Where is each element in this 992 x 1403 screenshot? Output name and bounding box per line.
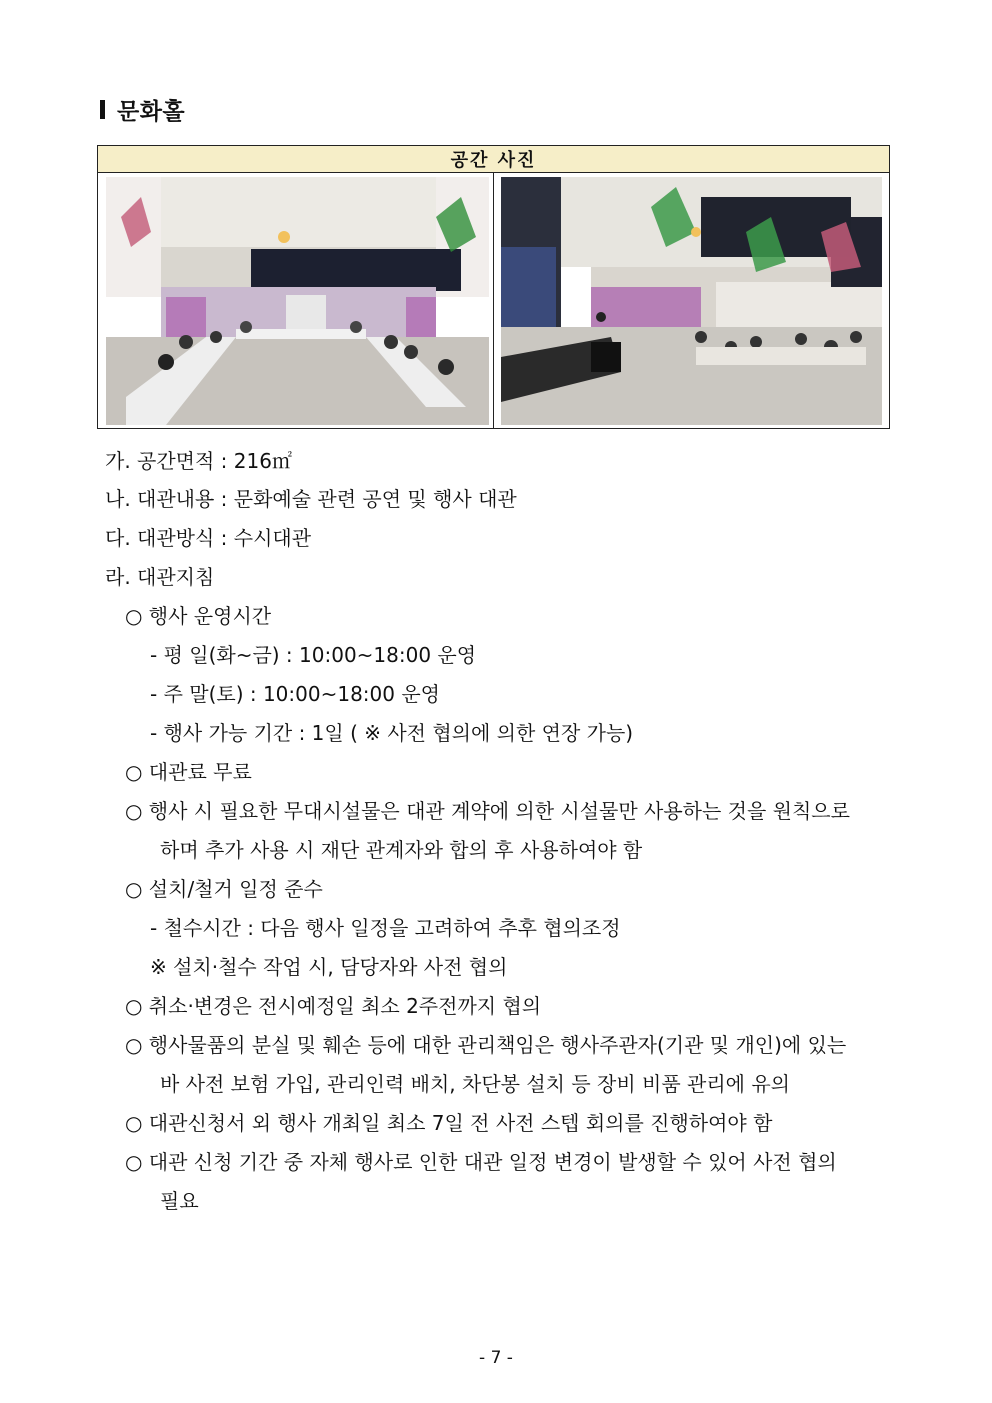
item-guide: 라. 대관지침 xyxy=(105,565,215,589)
hall-photo-meeting xyxy=(106,177,489,425)
hours-title: ○ 행사 운영시간 xyxy=(125,604,272,628)
photo-cell-right xyxy=(493,173,889,429)
section-title: 문화홀 xyxy=(117,98,186,125)
liability-line1: ○ 행사물품의 분실 및 훼손 등에 대한 관리책임은 행사주관자(기관 및 개인)에 있는 xyxy=(125,1033,847,1057)
heading-bullet-icon xyxy=(100,100,105,119)
liability-line2: 바 사전 보험 가입, 관리인력 배치, 차단봉 설치 등 장비 비품 관리에 유의 xyxy=(160,1072,790,1096)
section-heading xyxy=(100,92,185,126)
hours-weekday: - 평 일(화~금) : 10:00~18:00 운영 xyxy=(150,643,477,667)
stage-rule-line2: 하며 추가 사용 시 재단 관계자와 합의 후 사용하여야 함 xyxy=(160,838,643,862)
withdraw-time: - 철수시간 : 다음 행사 일정을 고려하여 추후 협의조정 xyxy=(150,916,621,940)
schedule-change-line1: ○ 대관 신청 기간 중 자체 행사로 인한 대관 일정 변경이 발생할 수 있어 사전 협의 xyxy=(125,1150,837,1174)
install-note: ※ 설치·철수 작업 시, 담당자와 사전 협의 xyxy=(150,955,508,979)
event-period: - 행사 가능 기간 : 1일 ( ※ 사전 협의에 의한 연장 가능) xyxy=(150,721,634,745)
hall-photo-workshop xyxy=(501,177,882,425)
item-area: 가. 공간면적 : 216㎡ xyxy=(105,449,292,473)
install-title: ○ 설치/철거 일정 준수 xyxy=(125,877,323,901)
photo-table-header: 공간 사진 xyxy=(98,146,889,173)
photo-table xyxy=(97,145,890,429)
cancel-rule: ○ 취소·변경은 전시예정일 최소 2주전까지 협의 xyxy=(125,994,542,1018)
schedule-change-line2: 필요 xyxy=(160,1189,199,1213)
stage-rule-line1: ○ 행사 시 필요한 무대시설물은 대관 계약에 의한 시설물만 사용하는 것을 원칙으로 xyxy=(125,799,850,823)
page-number: - 7 - xyxy=(479,1348,513,1368)
rental-fee: ○ 대관료 무료 xyxy=(125,760,252,784)
pre-meeting-rule: ○ 대관신청서 외 행사 개최일 최소 7일 전 사전 스텝 회의를 진행하여야 함 xyxy=(125,1111,773,1135)
item-content: 나. 대관내용 : 문화예술 관련 공연 및 행사 대관 xyxy=(105,487,517,511)
item-method: 다. 대관방식 : 수시대관 xyxy=(105,526,312,550)
photo-cell-left xyxy=(98,173,493,429)
hours-weekend: - 주 말(토) : 10:00~18:00 운영 xyxy=(150,682,440,706)
